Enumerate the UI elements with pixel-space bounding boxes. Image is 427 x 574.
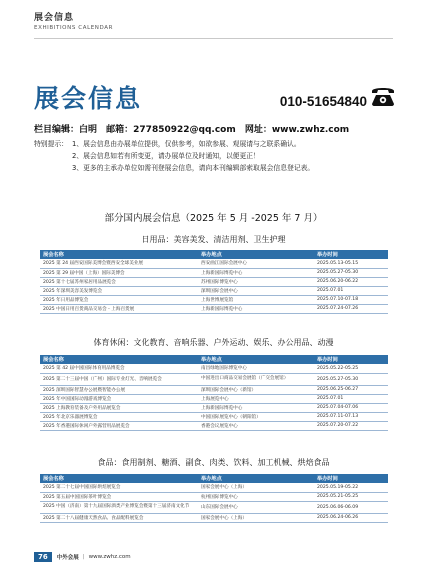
table-row: 2025 第五届中国国际茶叶博览会 杭州国际博览中心 2025.05.21-05.25: [40, 492, 388, 501]
column-header-date: 举办时间: [314, 474, 388, 483]
table-row: 2025 年香港国际休闲户外露营用品展览会 香港会议展览中心 2025.07.20-07.22: [40, 421, 388, 430]
note-row: 2、展会信息如若有所变更，请办展单位及时通知，以便更正！: [72, 152, 260, 160]
table-row: 2025 年北京乐器展博览会 中国国际展览中心（朝阳馆） 2025.07.11-07.13: [40, 412, 388, 421]
column-header-name: 展会名称: [40, 474, 198, 483]
footer-website: www.zwhz.com: [88, 554, 131, 560]
category-title-food: 食品：食用制剂、糖酒、副食、肉类、饮料、加工机械、烘焙食品: [97, 458, 330, 467]
note-row: 特别提示： 1、展会信息由办展单位提供，仅供参考，如欲参展、观展请与之联系确认。: [34, 140, 301, 148]
header-divider: [34, 38, 393, 39]
table-row: 2025 第 29 届中国（上海）国际美博会 上海新国际博览中心 2025.05.27-05.30: [40, 268, 388, 277]
header-title-en: EXHIBITIONS CALENDAR: [34, 25, 114, 31]
table-header-row: [40, 355, 388, 364]
column-header-date: 举办时间: [314, 355, 388, 364]
column-header-name: 展会名称: [40, 355, 198, 364]
exhibition-table-sports-leisure: [40, 355, 388, 431]
table-row: 2025 第二十八届健康天然食品、食品配料展览会 国家会展中心（上海） 2025.06.24-06.26: [40, 513, 388, 522]
editor-email: 邮箱：277850922@qq.com: [106, 125, 236, 135]
page-header: [34, 10, 113, 31]
editor-name: 栏目编辑：白明: [34, 125, 98, 135]
telephone-icon: [369, 84, 397, 108]
special-notes: [34, 138, 314, 174]
phone-number: 010-51654840: [279, 94, 367, 109]
category-title-daily-goods: 日用品：美容美发、清洁用剂、卫生护理: [141, 235, 286, 244]
note-row: 3、更多的主承办单位如需刊登展会信息，请向本刊编辑部索取展会信息登记表。: [72, 164, 315, 172]
table-row: 2025 第二十七届中国国际烘焙展览会 国家会展中心（上海） 2025.05.19-05.22: [40, 483, 388, 492]
page-title: 展会信息: [34, 84, 143, 113]
page-number: 76: [34, 552, 52, 562]
table-row: 2025 第二十三届中国（广州）国际专业灯光、音响展览会 中国进出口商品交易会展馆（广交会展馆） 2025.05.27-05.30: [40, 373, 388, 385]
table-header-row: [40, 250, 388, 259]
table-row: 2025 第 24 届西安国际美博会暨西安全球美业展 西安曲江国际会展中心 2025.05.13-05.15: [40, 259, 388, 268]
header-title-cn: 展会信息: [34, 13, 75, 23]
table-row: 2025 第十七届苏州家居用品展览会 苏州国际博览中心 2025.06.20-06.22: [40, 277, 388, 286]
table-row: 2025 年日用品博览会 上海世博展览馆 2025.07.10-07.18: [40, 295, 388, 304]
table-row: 2025 年中国国际动漫游戏博览会 上海展览中心 2025.07.01: [40, 394, 388, 403]
table-row: 2025 年深圳美容美发博览会 深圳国际会展中心 2025.07.01: [40, 286, 388, 295]
column-header-name: 展会名称: [40, 250, 198, 259]
column-header-venue: 举办地点: [198, 250, 314, 259]
page-footer: [34, 552, 131, 562]
table-row: 2025 中国日用百货商品交易会 - 上海百货展 上海新国际博览中心 2025.07.24-07.26: [40, 304, 388, 313]
footer-brand: 中外会展: [56, 555, 79, 561]
footer-separator: |: [82, 554, 85, 560]
column-header-date: 举办时间: [314, 250, 388, 259]
table-row: 2025 第 42 届中国国际体育用品博览会 南昌绿地国际博览中心 2025.05.22-05.25: [40, 364, 388, 373]
table-row: 2025 上海教育装备及户外用品展览会 上海新国际博览中心 2025.07.04-07.06: [40, 403, 388, 412]
category-title-sports-leisure: 体育休闲：文化教育、音响乐器、户外运动、娱乐、办公用品、动漫: [93, 338, 334, 347]
editor-website: 网址：www.zwhz.com: [244, 125, 350, 135]
column-header-venue: 举办地点: [198, 355, 314, 364]
editor-line: [34, 122, 355, 135]
section-title: 部分国内展会信息（2025 年 5 月 -2025 年 7 月）: [104, 213, 323, 224]
exhibition-table-daily-goods: [40, 250, 388, 314]
table-row: 2025 深圳国际智慧办公展暨智能办公展 深圳国际会展中心（新馆） 2025.06.25-06.27: [40, 385, 388, 394]
table-header-row: [40, 474, 388, 483]
table-row: 2025 中国（济南）第十九届国际酒类产业博览会暨第十三届济南文化节 山东国际会展中心 2025.06.06-06.09: [40, 501, 388, 513]
column-header-venue: 举办地点: [198, 474, 314, 483]
exhibition-table-food: [40, 474, 388, 523]
